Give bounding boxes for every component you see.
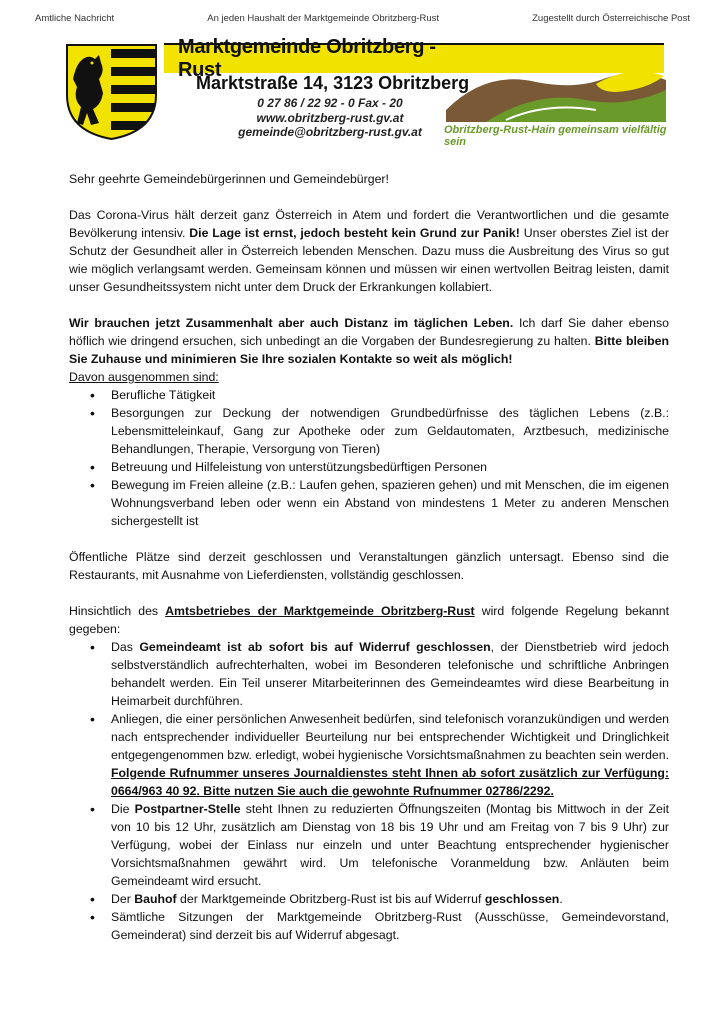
letter-body (69, 170, 669, 962)
paragraph-distance (69, 314, 669, 368)
text: Das (111, 640, 140, 654)
email-link[interactable]: gemeinde@obritzberg-rust.gv.at (238, 125, 422, 139)
paragraph-intro (69, 206, 669, 296)
slogan: Obritzberg-Rust-Hain gemeinsam vielfältig sein (444, 124, 667, 148)
list-item: • Berufliche Tätigkeit (69, 386, 669, 404)
rules-list (69, 638, 669, 944)
emphasis: Die Lage ist ernst, jedoch besteht kein Grund zur Panik! (189, 226, 520, 240)
paragraph-office (69, 602, 669, 638)
list-item (69, 638, 669, 710)
text: steht Ihnen zu reduzierten Öffnungszeiten (Montag bis Mittwoch in der Zeit von 10 bis 12 Uhr, zusätzlich am Dienstag von 18 bis 19 Uhr und am Freitag von 7 bis 9 Uhr) zur Verfügung, wobei der Einlass nur einzeln und unter Beachtung entsprechender hygienischer Vorsichtsmaßnahmen gewährt wird. Um telefonische Voranmeldung bzw. Anläuten beim Gemeindeamt wird ersucht. (111, 802, 669, 888)
municipality-address: Marktstraße 14, 3123 Obritzberg (196, 73, 470, 93)
paragraph-public-places: Öffentliche Plätze sind derzeit geschlossen und Veranstaltungen gänzlich untersagt. Ebenso sind die Restaurants, mit Ausnahme von Lieferdiensten, vollständig geschlossen. (69, 550, 669, 582)
phone-fax: 0 27 86 / 22 92 - 0 Fax - 20 (257, 96, 403, 110)
emphasis: Amtsbetriebes der Marktgemeinde Obritzberg-Rust (165, 604, 475, 618)
exceptions-heading: Davon ausgenommen sind: (69, 370, 219, 384)
text: , der Dienstbetrieb wird jedoch selbstverständlich aufrechterhalten, wobei im Besonderen telefonische und schriftliche Anbringen behandelt werden. Ein Teil unserer Mitarbeiterinnen des Gemeindeamtes wird diese Bearbeitung in Heimarbeit durchführen. (111, 640, 669, 708)
emphasis: Postpartner-Stelle (134, 802, 241, 816)
text: Die (111, 802, 135, 816)
text: Ich darf Sie daher ebenso höflich wie dringend ersuchen, sich unbedingt an die Vorgaben der Bundesregierung zu halten. (69, 316, 669, 348)
website-link[interactable]: www.obritzberg-rust.gv.at (256, 110, 404, 125)
salutation: Sehr geehrte Gemeindebürgerinnen und Gemeindebürger! (69, 172, 389, 186)
emphasis: Bauhof (134, 892, 177, 906)
text: Hinsichtlich des (69, 604, 166, 618)
text: wird folgende Regelung bekannt gegeben: (69, 604, 669, 636)
coat-of-arms-icon (65, 43, 158, 141)
emphasis: Bitte bleiben Sie Zuhause und minimieren Sie Ihre sozialen Kontakte so weit als möglich! (69, 334, 669, 366)
list-item: • Betreuung und Hilfeleistung von unterstützungsbedürftigen Personen (69, 458, 669, 476)
list-item (69, 710, 669, 800)
text: . (559, 892, 563, 906)
header-right: Zugestellt durch Österreichische Post (532, 13, 690, 24)
list-item: • Bewegung im Freien alleine (z.B.: Laufen gehen, spazieren gehen) und mit Menschen, die im eigenen Wohnungsverband leben oder wenn ein Abstand von mindestens 1 Meter zu anderen Menschen sichergestellt ist (69, 476, 669, 530)
text: Das Corona-Virus hält derzeit ganz Österreich in Atem und fordert die Verantwortlichen und die gesamte Bevölkerung intensiv. (69, 208, 669, 240)
header-line (35, 13, 690, 24)
emphasis: Gemeindeamt ist ab sofort bis auf Widerruf geschlossen (139, 640, 491, 654)
phone-notice: Folgende Rufnummer unseres Journaldienstes steht Ihnen ab sofort zusätzlich zur Verfügung: 0664/963 40 92. Bitte nutzen Sie auch die gewohnte Rufnummer 02786/2292. (111, 766, 669, 798)
text: Anliegen, die einer persönlichen Anwesenheit bedürfen, sind telefonisch voranzukündigen und werden nach entsprechender individueller Beurteilung nur bei entsprechender Wichtigkeit und Dringlichkeit entgegengenommen bzw. erledigt, wobei hygienische Vorsichtsmaßnahmen zu beachten sein werden. (111, 712, 669, 762)
list-item (69, 800, 669, 890)
emphasis: Wir brauchen jetzt Zusammenhalt aber auch Distanz im täglichen Leben. (69, 316, 514, 330)
text: Der (111, 892, 135, 906)
municipality-title: Marktgemeinde Obritzberg - Rust (164, 43, 468, 73)
header-center: An jeden Haushalt der Marktgemeinde Obritzberg-Rust (207, 13, 440, 24)
exceptions-list (69, 386, 669, 530)
list-item (69, 890, 669, 908)
list-item: • Sämtliche Sitzungen der Marktgemeinde Obritzberg-Rust (Ausschüsse, Gemeindevorstand, Gemeinderat) sind derzeit bis auf Widerruf abgesagt. (69, 908, 669, 944)
text: der Marktgemeinde Obritzberg-Rust ist bis auf Widerruf (176, 892, 485, 906)
hills-logo-icon (446, 60, 666, 122)
text: Unser oberstes Ziel ist der Schutz der Gesundheit aller in Österreich lebenden Menschen. Dazu muss die Ausbreitung des Virus so gut wie möglich verlangsamt werden. Gemeinsam können und müssen wir einen wertvollen Beitrag leisten, damit unser Gesundheitssystem nicht unter dem Druck der Erkrankungen kollabiert. (69, 226, 670, 294)
emphasis: geschlossen (484, 892, 560, 906)
header-left: Amtliche Nachricht (35, 13, 115, 24)
list-item: • Besorgungen zur Deckung der notwendigen Grundbedürfnisse des täglichen Lebens (z.B.: Lebensmitteleinkauf, Gang zur Apotheke oder zum Geldautomaten, Arztbesuch, medizinische Behandlungen, Therapie, Versorgung von Tieren) (69, 404, 669, 458)
contact-block (225, 96, 435, 140)
